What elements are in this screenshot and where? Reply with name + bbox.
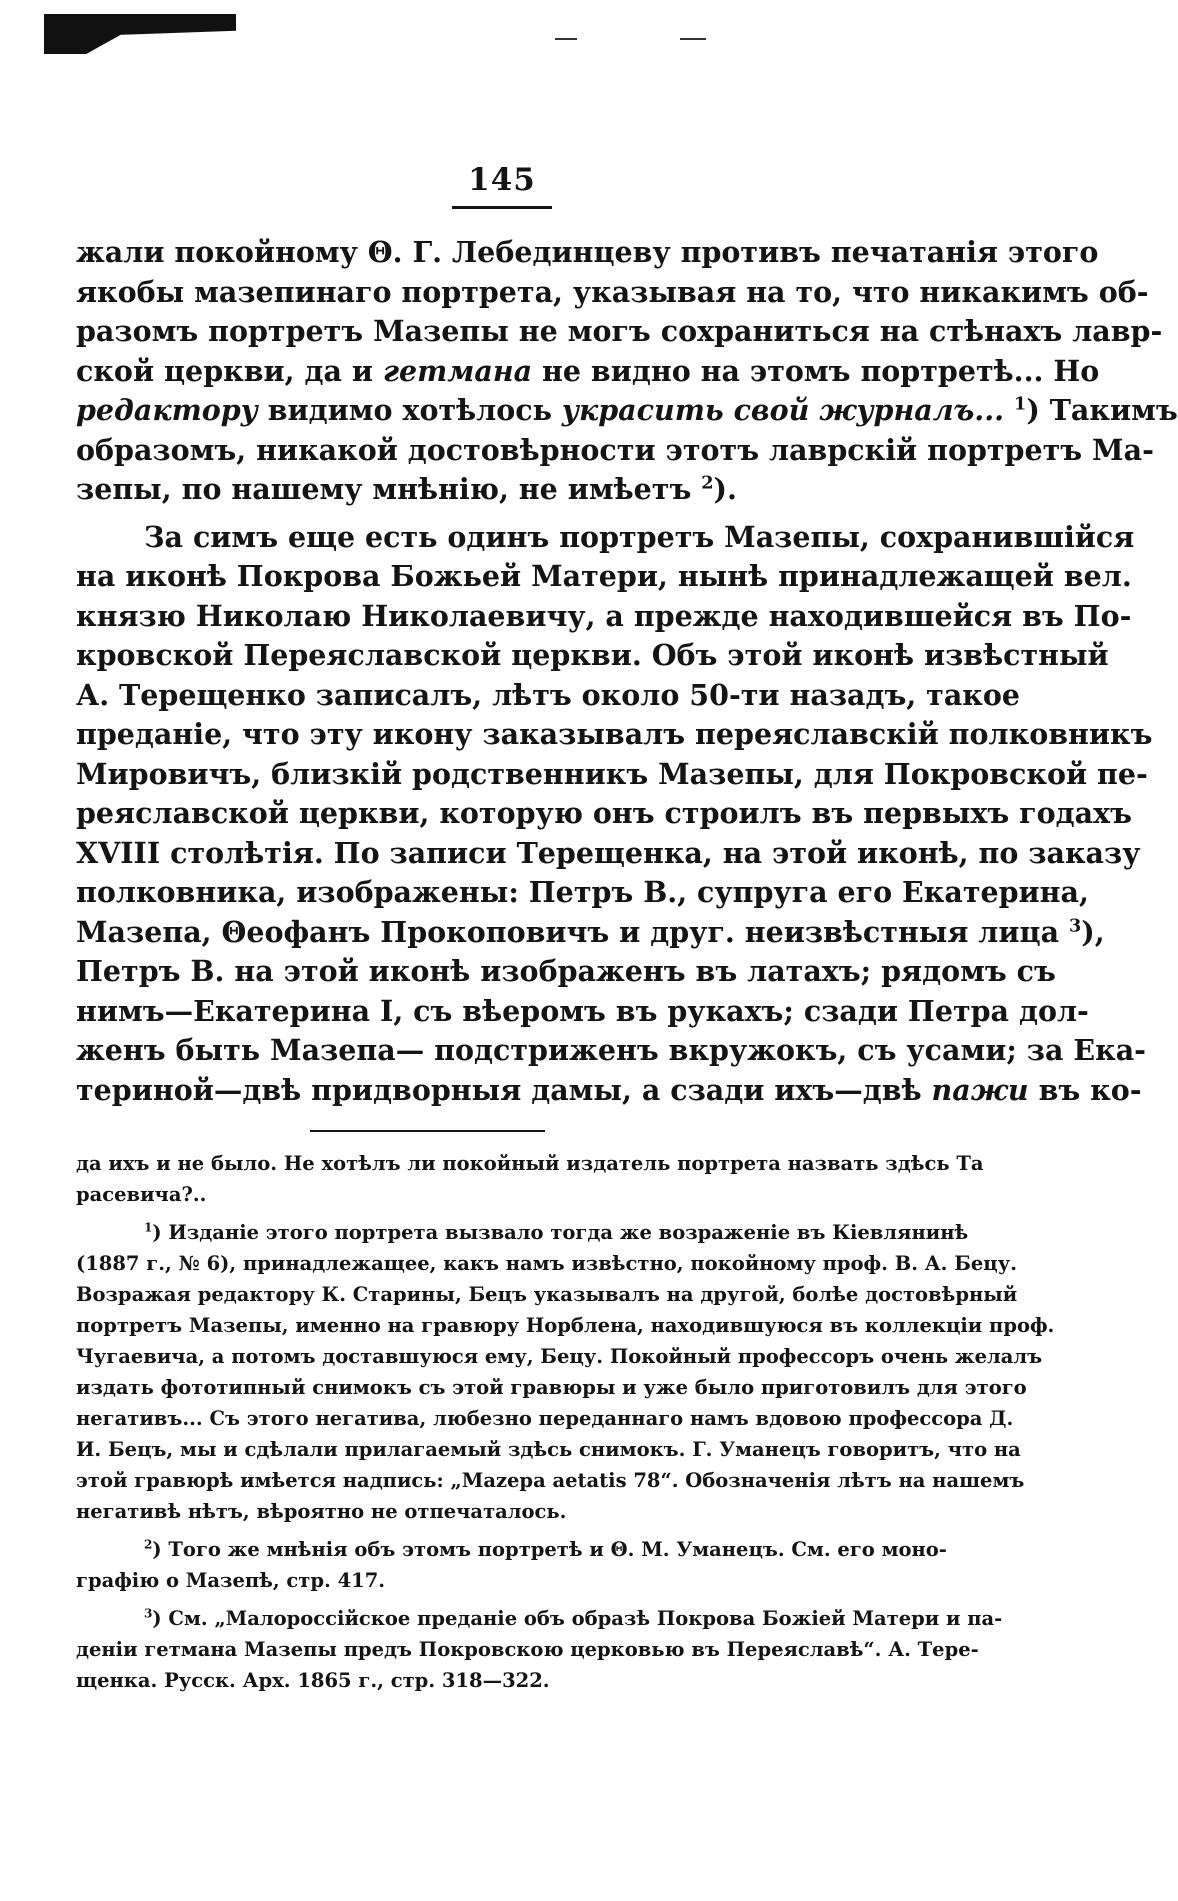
- footnote-line: графію о Мазепѣ, стр. 417.: [76, 1569, 386, 1592]
- text-line: А. Терещенко записалъ, лѣтъ около 50-ти назадъ, такое: [76, 677, 1021, 712]
- footnote-line: этой гравюрѣ имѣется надпись: „Mazepa aetatis 78“. Обозначенія лѣтъ на нашемъ: [76, 1469, 1025, 1492]
- text-line: XVIII столѣтія. По записи Терещенка, на этой иконѣ, по заказу: [76, 835, 1141, 870]
- footnote-line: (1887 г., № 6), принадлежащее, какъ намъ извѣстно, покойному проф. В. А. Бецу.: [76, 1252, 1017, 1275]
- text-line: кровской Переяславской церкви. Объ этой иконѣ извѣстный: [76, 638, 1109, 672]
- text-line: Мировичъ, близкій родственникъ Мазепы, для Покровской пе-: [76, 756, 1148, 791]
- text-line: князю Николаю Николаевичу, а прежде находившейся въ По-: [76, 598, 1132, 633]
- footnote-line: Чугаевича, а потомъ доставшуюся ему, Бецу. Покойный профессоръ очень желалъ: [76, 1345, 1043, 1368]
- page-number-rule: [452, 206, 552, 209]
- text-line: женъ быть Мазепа— подстриженъ вкружокъ, съ усами; за Ека-: [76, 1033, 1146, 1067]
- text-line: на иконѣ Покрова Божьей Матери, нынѣ принадлежащей вел.: [76, 559, 1132, 593]
- text-line: жали покойному Θ. Г. Лебединцеву противъ печатанія этого: [76, 235, 1099, 269]
- footnote-line: $^1$) Изданіе этого портрета вызвало тогда же возраженіе въ Кіевлянинѣ: [144, 1220, 969, 1244]
- footnote-line: расевича?..: [76, 1183, 207, 1206]
- footnote-line: издать фототипный снимокъ съ этой гравюры и уже было приготовилъ для этого: [76, 1376, 1027, 1399]
- text-line: Петръ В. на этой иконѣ изображенъ въ латахъ; рядомъ съ: [76, 954, 1056, 988]
- footnote-line: $^3$) См. „Малороссійское преданіе объ образѣ Покрова Божіей Матери и па-: [144, 1606, 1003, 1630]
- scan-artifact-dash: [680, 38, 706, 40]
- footnote-line: Возражая редактору К. Старины, Бецъ указывалъ на другой, болѣе достовѣрный: [76, 1283, 1018, 1306]
- text-line: образомъ, никакой достовѣрности этотъ лаврскій портретъ Ма-: [76, 432, 1154, 467]
- page-number: 145: [468, 162, 536, 198]
- footnote-line: да ихъ и не было. Не хотѣлъ ли покойный издатель портрета назвать здѣсь Та: [76, 1152, 984, 1175]
- text-line: преданіе, что эту икону заказывалъ переяславскій полковникъ: [76, 717, 1153, 751]
- scan-artifact-dash: [555, 38, 577, 40]
- footnote-line: И. Бецъ, мы и сдѣлали прилагаемый здѣсь снимокъ. Г. Уманецъ говоритъ, что на: [76, 1438, 1021, 1461]
- text-line: полковника, изображены: Петръ В., супруга его Екатерина,: [76, 875, 1089, 909]
- text-line: Мазепа, Θеофанъ Прокоповичъ и друг. неизвѣстныя лица $^3$),: [76, 914, 1105, 949]
- main-text: [76, 233, 1178, 1110]
- footnote-line: щенка. Русск. Арх. 1865 г., стр. 318—322.: [76, 1669, 550, 1692]
- text-line: реяславской церкви, которую онъ строилъ въ первыхъ годахъ: [76, 796, 1132, 830]
- footnote-line: портретъ Мазепы, именно на гравюру Норблена, находившуюся въ коллекціи проф.: [76, 1314, 1055, 1337]
- text-line: зепы, по нашему мнѣнію, не имѣетъ $^2$).: [76, 472, 737, 506]
- text-line: якобы мазепинаго портрета, указывая на то, что никакимъ об-: [76, 274, 1149, 309]
- scan-artifact: [44, 14, 236, 54]
- text-line: териной—двѣ придворныя дамы, а сзади ихъ—двѣ пажи въ ко-: [76, 1072, 1142, 1107]
- text-line: ской церкви, да и гетмана не видно на этомъ портретѣ... Но: [76, 353, 1100, 388]
- text-line: нимъ—Екатерина I, съ вѣеромъ въ рукахъ; сзади Петра дол-: [76, 993, 1089, 1028]
- text-line: За симъ еще есть одинъ портретъ Мазепы, сохранившійся: [144, 519, 1135, 554]
- footnote-line: деніи гетмана Мазепы предъ Покровскою церковью въ Переяславѣ“. А. Тере-: [76, 1638, 979, 1661]
- footnote-separator: [310, 1130, 545, 1132]
- footnotes: [76, 1148, 1055, 1696]
- footnote-line: негативѣ нѣтъ, вѣроятно не отпечаталось.: [76, 1500, 567, 1523]
- footnote-line: $^2$) Того же мнѣнія объ этомъ портретѣ и Θ. М. Уманецъ. См. его моно-: [144, 1537, 947, 1561]
- footnote-line: негативъ... Съ этого негатива, любезно переданнаго намъ вдовою профессора Д.: [76, 1407, 1014, 1430]
- text-line: редактору видимо хотѣлось украсить свой журналъ... $^1$) Такимъ: [76, 393, 1178, 427]
- text-line: разомъ портретъ Мазепы не могъ сохраниться на стѣнахъ лавр-: [76, 314, 1163, 348]
